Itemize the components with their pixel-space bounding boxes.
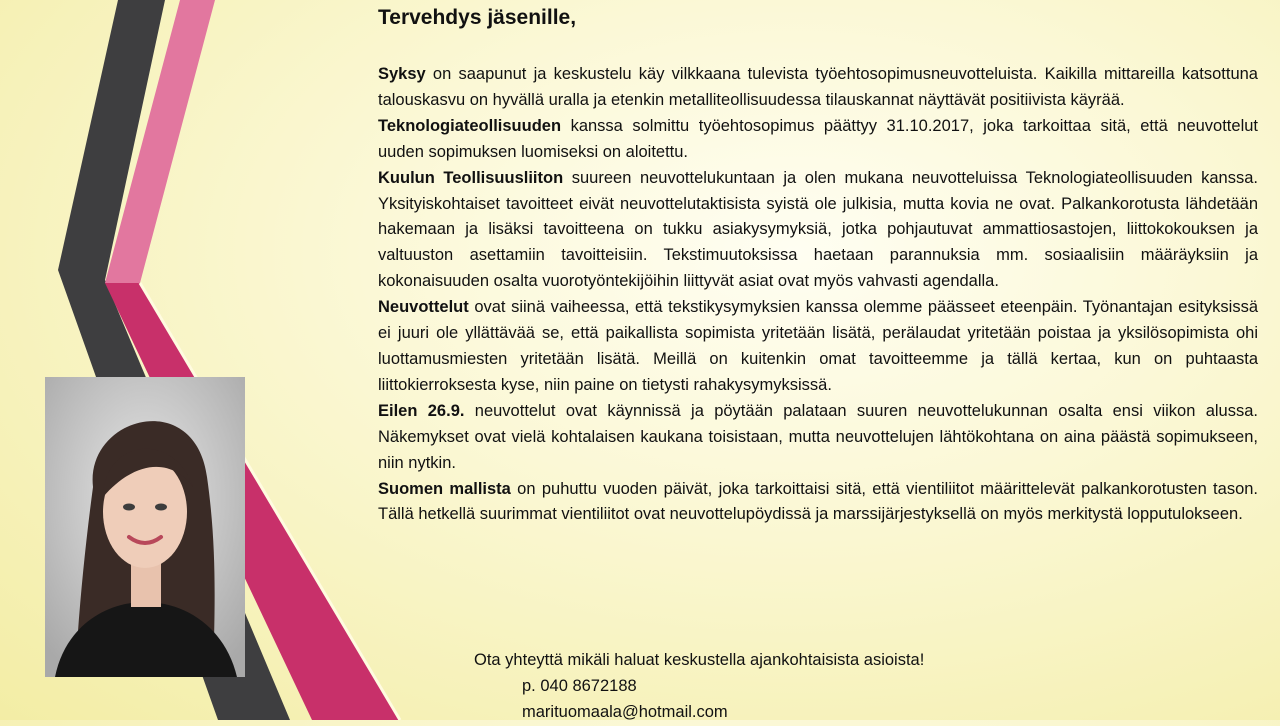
- paragraph-lead: Syksy: [378, 65, 426, 83]
- paragraph-teollisuusliitto: [378, 166, 1258, 296]
- paragraph-teknologiateollisuus: [378, 114, 1258, 166]
- paragraph-text: ovat siinä vaiheessa, että tekstikysymyksien kanssa olemme päässeet eteenpäin. Työnantajan esityksissä ei juuri ole yllättävää se, että paikallista sopimista yritetään lisätä, perälaudat yritetään poistaa ja yksilösopimista ohi luottamusmiesten yritetään lisätä. Meillä on kuitenkin omat tavoitteemme ja tällä kertaa, kun on puhtaasta liittokierroksesta kyse, niin paine on tietysti rahakysymyksissä.: [378, 298, 1258, 394]
- contact-invite: Ota yhteyttä mikäli haluat keskustella ajankohtaisista asioista!: [474, 651, 925, 669]
- contact-email[interactable]: marituomaala@hotmail.com: [522, 702, 728, 721]
- contact-block: [474, 648, 924, 726]
- profile-photo: [45, 377, 245, 677]
- paragraph-text: on saapunut ja keskustelu käy vilkkaana tulevista työehtosopimusneuvotteluista. Kaikilla mittareilla katsottuna talouskasvu on hyvällä uralla ja etenkin metalliteollisuudessa tilauskannat näyttävät positiivista käyrää.: [378, 65, 1258, 109]
- paragraph-text: neuvottelut ovat käynnissä ja pöytään palataan suuren neuvottelukunnan osalta ensi viikon alussa. Näkemykset ovat vielä kohtalaisen kaukana toisistaan, mutta neuvottelujen lähtökohtana on aina päästä sopimukseen, niin nytkin.: [378, 401, 1258, 472]
- paragraph-text: suureen neuvottelukuntaan ja olen mukana neuvotteluissa Teknologiateollisuuden kanssa. Yksityiskohtaiset tavoitteet eivät neuvottelutaktisista syistä ole julkisia, mutta kovia ne ovat. Palkankorotusta lähdetään hakemaan ja lisäksi tavoitteena on tukku asiakysymyksiä, jotka pohjautuvat ammattiosastojen, liittokokouksen ja valtuuston asettamiin tavoitteisiin. Tekstimuutoksissa haetaan parannuksia mm. sosiaalisiin määräyksiin ja kokonaisuuden osalta vuorotyöntekijöihin liittyvät asiat ovat myös vahvasti agendalla.: [378, 168, 1258, 291]
- paragraph-lead: Neuvottelut: [378, 298, 469, 317]
- paragraph-text: kanssa solmittu työehtosopimus päättyy 31.10.2017, joka tarkoittaa sitä, että neuvottelut uuden sopimuksen luomiseksi on aloitettu.: [378, 116, 1258, 161]
- paragraph-lead: Suomen mallista: [378, 479, 511, 498]
- greeting-heading: Tervehdys jäsenille,: [378, 6, 577, 29]
- paragraph-eilen: [378, 399, 1258, 477]
- paragraph-lead: Eilen 26.9.: [378, 401, 465, 420]
- letter: [378, 4, 1258, 528]
- paragraph-lead: Teknologiateollisuuden: [378, 116, 562, 135]
- contact-phone: p. 040 8672188: [522, 676, 637, 695]
- paragraph-syksy: [378, 62, 1258, 114]
- paragraph-neuvottelut: [378, 295, 1258, 399]
- paragraph-suomen-malli: [378, 477, 1258, 529]
- letter-body: [378, 62, 1258, 528]
- paragraph-lead: Kuulun Teollisuusliiton: [378, 168, 564, 187]
- paragraph-text: on puhuttu vuoden päivät, joka tarkoittaisi sitä, että vientiliitot määrittelevät palkankorotusten tason. Tällä hetkellä suurimmat vientiliitot ovat neuvottelupöydissä ja marssijärjestyksellä on myös merkitystä lopputulokseen.: [378, 479, 1259, 524]
